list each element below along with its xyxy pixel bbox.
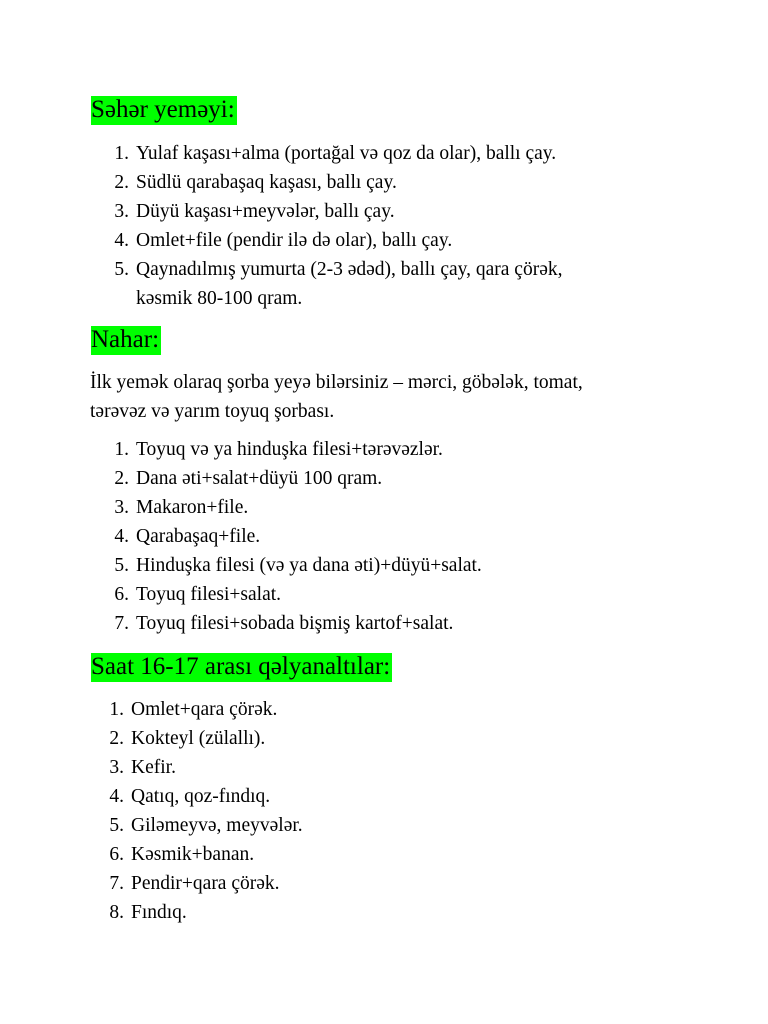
lunch-heading-text: Nahar: [91, 326, 160, 353]
list-item: Qaynadılmış yumurta (2-3 ədəd), ballı çay, qara çörək, [136, 259, 563, 280]
list-item: Qatıq, qoz-fındıq. [131, 786, 271, 807]
list-number: 2. [114, 172, 129, 193]
list-number: 6. [109, 844, 124, 865]
list-item: Pendir+qara çörək. [131, 873, 280, 894]
list-item: Fındıq. [131, 902, 187, 923]
list-item: Qarabaşaq+file. [136, 526, 261, 547]
list-number: 1. [109, 699, 124, 720]
lunch-heading [90, 323, 162, 357]
list-number: 6. [114, 584, 129, 605]
list-item: Kokteyl (zülallı). [131, 728, 266, 749]
list-number: 2. [114, 468, 129, 489]
lunch-intro-line: İlk yemək olaraq şorba yeyə bilərsiniz – mərci, göbələk, tomat, [90, 372, 583, 393]
list-item: Kəsmik+banan. [131, 844, 255, 865]
breakfast-heading [90, 93, 238, 127]
list-item: Omlet+file (pendir ilə də olar), ballı çay. [136, 230, 453, 251]
list-number: 5. [114, 555, 129, 576]
list-item: Südlü qarabaşaq kaşası, ballı çay. [136, 172, 397, 193]
snacks-heading-text: Saat 16-17 arası qəlyanaltılar: [91, 653, 391, 680]
list-number: 3. [114, 201, 129, 222]
list-number: 7. [114, 613, 129, 634]
list-number: 8. [109, 902, 124, 923]
list-item: Giləmeyvə, meyvələr. [131, 815, 303, 836]
list-item: Toyuq filesi+salat. [136, 584, 282, 605]
list-number: 4. [109, 786, 124, 807]
list-number: 7. [109, 873, 124, 894]
breakfast-heading-text: Səhər yeməyi: [91, 96, 235, 123]
list-item-continuation: kəsmik 80-100 qram. [136, 288, 303, 309]
list-number: 4. [114, 526, 129, 547]
list-number: 1. [114, 143, 129, 164]
list-number: 3. [114, 497, 129, 518]
list-number: 1. [114, 439, 129, 460]
list-number: 5. [114, 259, 129, 280]
snacks-heading [90, 650, 393, 684]
list-item: Düyü kaşası+meyvələr, ballı çay. [136, 201, 395, 222]
list-item: Kefir. [131, 757, 176, 778]
list-item: Omlet+qara çörək. [131, 699, 278, 720]
list-number: 4. [114, 230, 129, 251]
list-number: 3. [109, 757, 124, 778]
list-number: 2. [109, 728, 124, 749]
lunch-intro-line: tərəvəz və yarım toyuq şorbası. [90, 401, 335, 422]
list-item: Hinduşka filesi (və ya dana əti)+düyü+salat. [136, 555, 482, 576]
list-item: Makaron+file. [136, 497, 249, 518]
list-number: 5. [109, 815, 124, 836]
list-item: Toyuq və ya hinduşka filesi+tərəvəzlər. [136, 439, 443, 460]
list-item: Dana əti+salat+düyü 100 qram. [136, 468, 383, 489]
list-item: Toyuq filesi+sobada bişmiş kartof+salat. [136, 613, 454, 634]
list-item: Yulaf kaşası+alma (portağal və qoz da olar), ballı çay. [136, 143, 557, 164]
